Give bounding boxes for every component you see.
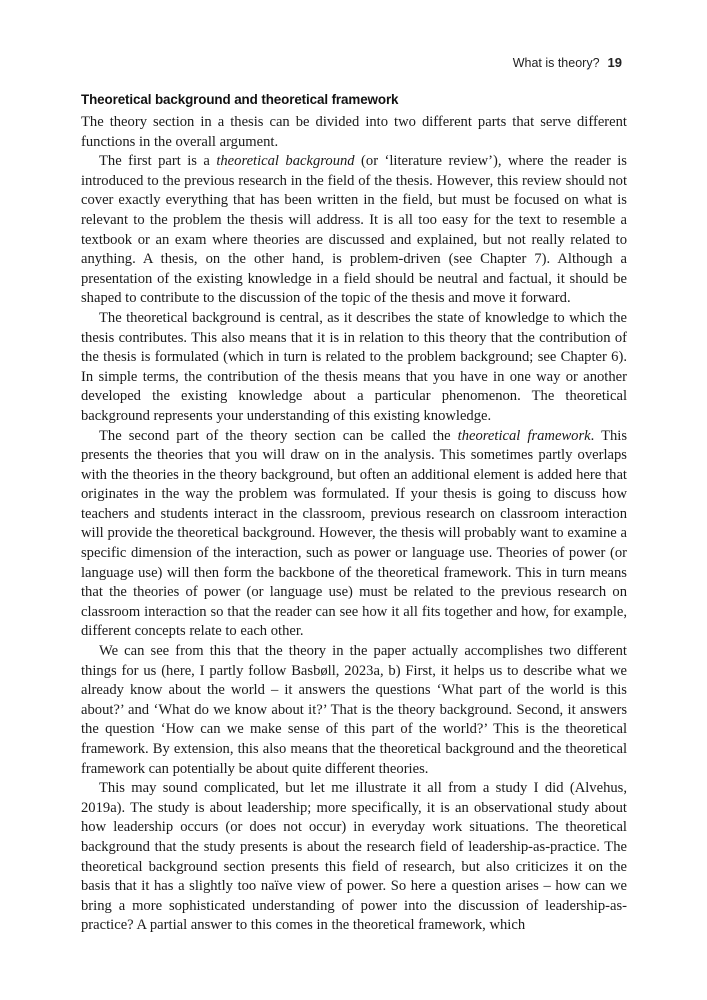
paragraph-6: This may sound complicated, but let me illustrate it all from a study I did (Alvehus, 2019a). The study is about leadership; more specifically, it is an observational study about how leadership occurs (or does not occur) in everyday work situations. The theoretical background that the study presents is about the research field of leadership-as-practice. The theoretical background section presents this field of research, but also criticizes it on the basis that it has a slightly too naïve view of power. So here a question arises – how can we bring a more sophisticated understanding of power into the discussion of leadership-as-practice? A partial answer to this comes in the theoretical framework, which bbox=[81, 780, 627, 934]
paragraph-1: The theory section in a thesis can be divided into two different parts that serve different functions in the overall argument. bbox=[81, 114, 627, 150]
paragraph-4 bbox=[81, 427, 627, 643]
term-theoretical-background: theoretical background bbox=[216, 153, 355, 170]
term-theoretical-framework: theoretical framework bbox=[457, 427, 591, 444]
paragraph-2 bbox=[81, 152, 627, 309]
running-head bbox=[513, 55, 622, 70]
paragraph-4-rest: . This presents the theories that you will draw on in the analysis. This sometimes partly overlaps with the theories in the theory background, but often an additional element is added here that originates in the way the problem was formulated. If your thesis is going to discuss how teachers and students interact in the classroom, previous research on classroom interaction will provide the theoretical background. However, the thesis will probably want to examine a specific dimension of the interaction, such as power or language use. Theories of power (or language use) will then form the backbone of the theoretical framework. This in turn means that the theories of power (or language use) must be related to the previous research on classroom interaction so that the reader can see how it all fits together and how, for example, different concepts relate to each other. bbox=[81, 427, 628, 640]
paragraph-2-rest: (or ‘literature review’), where the reader is introduced to the previous research in the field of the thesis. However, this review should not cover exactly everything that has been written in the field, but must be focused on what is relevant to the problem the thesis will address. It is all too easy for the text to resemble a textbook or an exam where theories are discussed and explained, but not really related to anything. A thesis, on the other hand, is problem-driven (see Chapter 7). Although a presentation of the existing knowledge in a field should be neutral and factual, it should be shaped to contribute to the discussion of the topic of the thesis and move it forward. bbox=[81, 153, 627, 307]
paragraph-2-lead: The first part is a bbox=[99, 153, 217, 170]
body-text bbox=[81, 92, 627, 936]
section-heading: Theoretical background and theoretical framework bbox=[81, 92, 399, 107]
running-head-title: What is theory? bbox=[512, 56, 600, 70]
paragraph-3: The theoretical background is central, as it describes the state of knowledge to which the thesis contributes. This also means that it is in relation to this theory that the contribution of the thesis is formulated (which in turn is related to the problem background; see Chapter 6). In simple terms, the contribution of the thesis means that you have in one way or another developed the existing knowledge about a particular phenomenon. The theoretical background represents your understanding of this existing knowledge. bbox=[81, 309, 627, 424]
paragraph-4-lead: The second part of the theory section can be called the bbox=[99, 427, 458, 444]
page-number: 19 bbox=[607, 55, 622, 70]
paragraph-5: We can see from this that the theory in the paper actually accomplishes two different things for us (here, I partly follow Basbøll, 2023a, b) First, it helps us to describe what we already know about the world – it answers the questions ‘What part of the world is this about?’ and ‘What do we know about it?’ That is the theory background. Second, it answers the question ‘How can we make sense of this part of the world?’ This is the theoretical framework. By extension, this also means that the theoretical background and the theoretical framework can potentially be about quite different theories. bbox=[81, 643, 627, 777]
